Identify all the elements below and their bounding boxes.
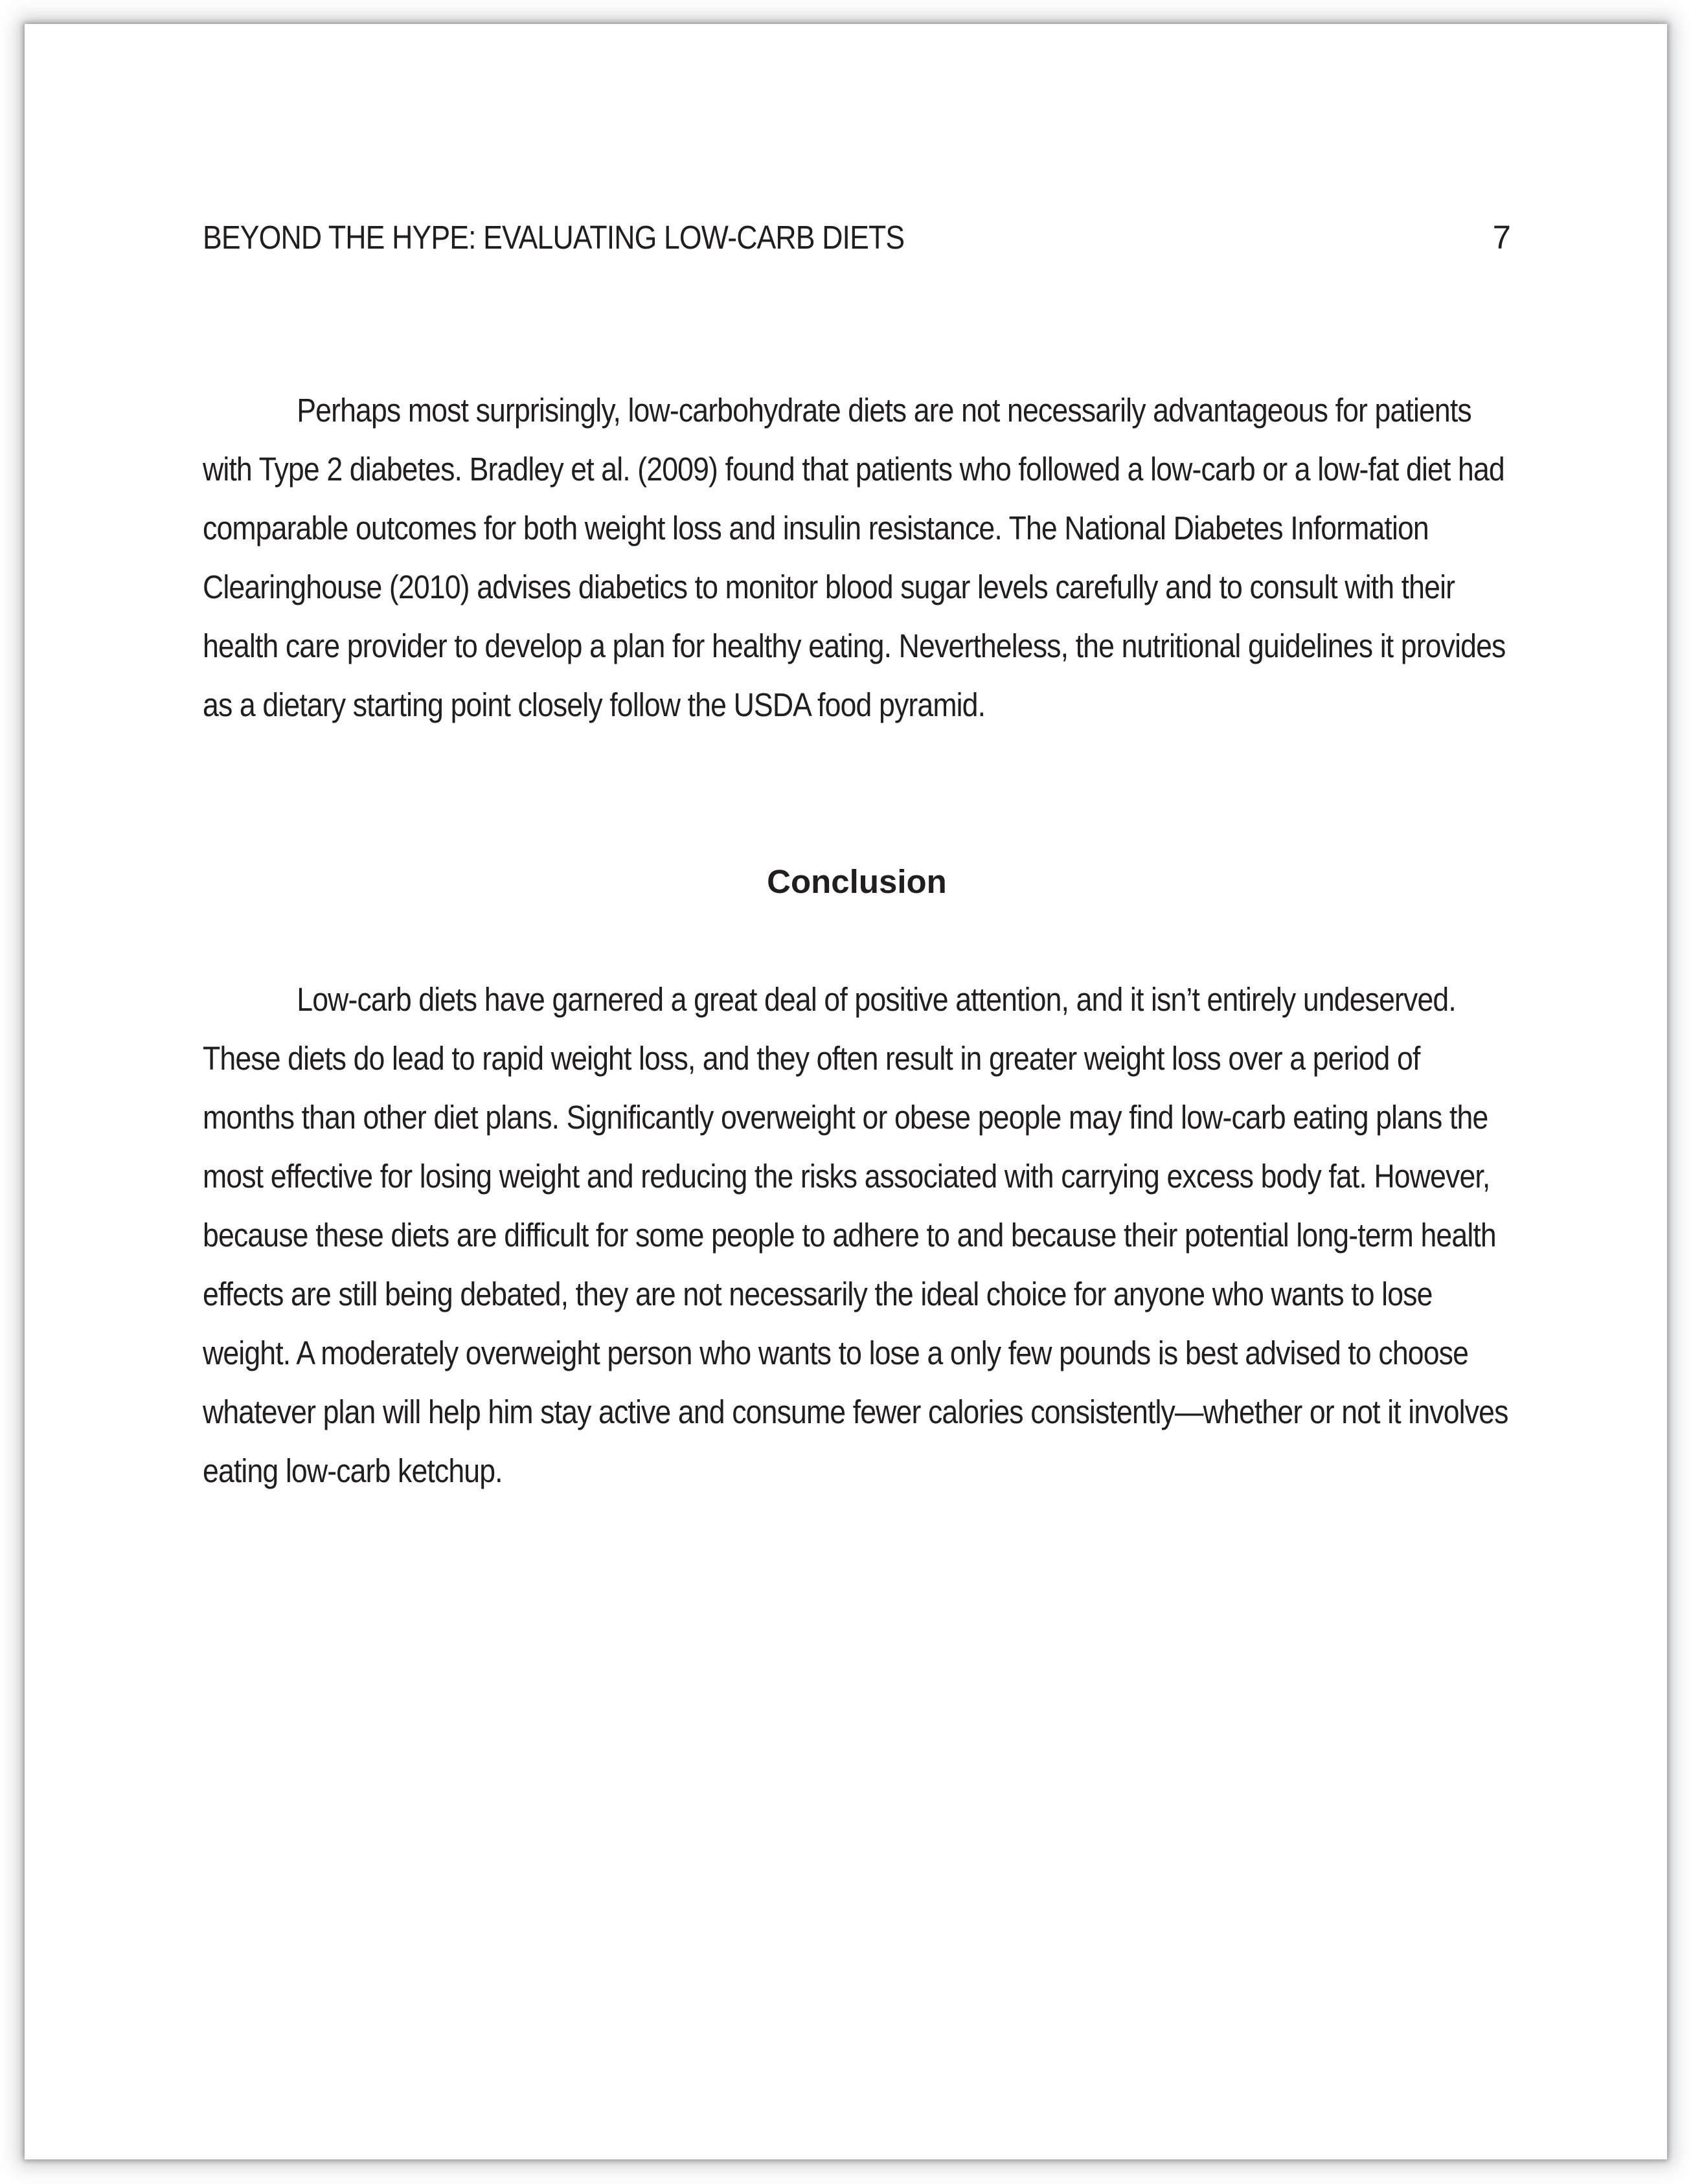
running-head: BEYOND THE HYPE: EVALUATING LOW-CARB DIETS — [203, 219, 905, 256]
page-number: 7 — [1492, 219, 1511, 256]
paragraph-conclusion: Low-carb diets have garnered a great deal of positive attention, and it isn’t entirely undeserved. These diets do lead to rapid weight loss, and they often result in greater weight loss over a period of months than other diet plans. Significantly overweight or obese people may find low-carb eating plans the most effective for losing weight and reducing the risks associated with carrying excess body fat. However, because these diets are difficult for some people to adhere to and because their potential long-term health effects are still being debated, they are not necessarily the ideal choice for anyone who wants to lose weight. A moderately overweight person who wants to lose a only few pounds is best advised to choose whatever plan will help him stay active and consume fewer calories consistently—whether or not it involves eating low-carb ketchup. — [203, 981, 1508, 1489]
paragraph-diabetes: Perhaps most surprisingly, low-carbohydrate diets are not necessarily advantageous for patients with Type 2 diabetes. Bradley et al. (2009) found that patients who followed a low-carb or a low-fat diet had comparable outcomes for both weight loss and insulin resistance. The National Diabetes Information Clearinghouse (2010) advises diabetics to monitor blood sugar levels carefully and to consult with their health care provider to develop a plan for healthy eating. Nevertheless, the nutritional guidelines it provides as a dietary starting point closely follow the USDA food pyramid. — [203, 392, 1506, 723]
paper-page — [25, 24, 1667, 2159]
page-header — [203, 208, 1511, 267]
section-heading-conclusion: Conclusion — [767, 863, 947, 900]
